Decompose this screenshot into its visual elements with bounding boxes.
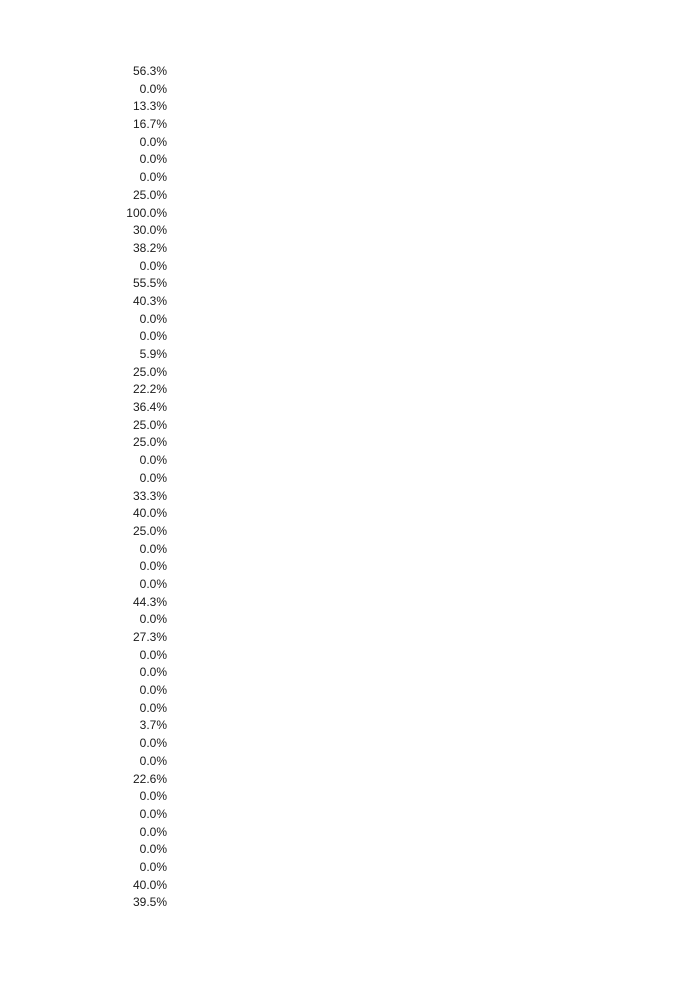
percentage-cell: 0.0% xyxy=(139,736,167,751)
percentage-cell: 0.0% xyxy=(139,824,167,839)
percentage-cell: 100.0% xyxy=(126,205,167,220)
percentage-cell: 44.3% xyxy=(132,594,167,609)
percentage-cell: 38.2% xyxy=(132,240,167,255)
percentage-cell: 25.0% xyxy=(132,523,167,538)
percentage-cell: 0.0% xyxy=(139,859,167,874)
percentage-cell: 0.0% xyxy=(139,753,167,768)
percentage-cell: 16.7% xyxy=(132,117,167,132)
percentage-cell: 25.0% xyxy=(132,364,167,379)
percentage-cell: 22.6% xyxy=(132,771,167,786)
percentage-column xyxy=(0,63,167,912)
percentage-cell: 0.0% xyxy=(139,453,167,468)
percentage-cell: 0.0% xyxy=(139,152,167,167)
percentage-cell: 0.0% xyxy=(139,806,167,821)
percentage-cell: 40.3% xyxy=(132,293,167,308)
percentage-cell: 30.0% xyxy=(132,223,167,238)
percentage-cell: 0.0% xyxy=(139,665,167,680)
percentage-cell: 36.4% xyxy=(132,400,167,415)
percentage-cell: 0.0% xyxy=(139,258,167,273)
percentage-cell: 33.3% xyxy=(132,488,167,503)
percentage-cell: 39.5% xyxy=(132,895,167,910)
percentage-cell: 0.0% xyxy=(139,842,167,857)
percentage-cell: 55.5% xyxy=(132,276,167,291)
percentage-cell: 0.0% xyxy=(139,329,167,344)
percentage-cell: 0.0% xyxy=(139,311,167,326)
percentage-cell: 0.0% xyxy=(139,612,167,627)
percentage-cell: 0.0% xyxy=(139,541,167,556)
percentage-cell: 5.9% xyxy=(139,347,167,361)
percentage-cell: 0.0% xyxy=(139,647,167,662)
percentage-cell: 40.0% xyxy=(132,877,167,892)
percentage-cell: 3.7% xyxy=(139,718,167,733)
percentage-cell: 27.3% xyxy=(132,630,167,644)
percentage-cell: 56.3% xyxy=(132,64,167,78)
percentage-cell: 13.3% xyxy=(132,99,167,114)
percentage-cell: 0.0% xyxy=(139,81,167,96)
percentage-cell: 0.0% xyxy=(139,559,167,574)
percentage-cell: 0.0% xyxy=(139,789,167,804)
percentage-cell: 25.0% xyxy=(132,435,167,450)
percentage-cell: 0.0% xyxy=(139,134,167,149)
percentage-cell: 0.0% xyxy=(139,700,167,715)
percentage-cell: 0.0% xyxy=(139,576,167,591)
percentage-cell: 40.0% xyxy=(132,506,167,521)
percentage-cell: 25.0% xyxy=(132,187,167,202)
percentage-cell: 0.0% xyxy=(139,683,167,698)
percentage-cell: 25.0% xyxy=(132,417,167,432)
percentage-cell: 0.0% xyxy=(139,470,167,485)
percentage-cell: 0.0% xyxy=(139,170,167,185)
percentage-cell: 22.2% xyxy=(132,382,167,397)
